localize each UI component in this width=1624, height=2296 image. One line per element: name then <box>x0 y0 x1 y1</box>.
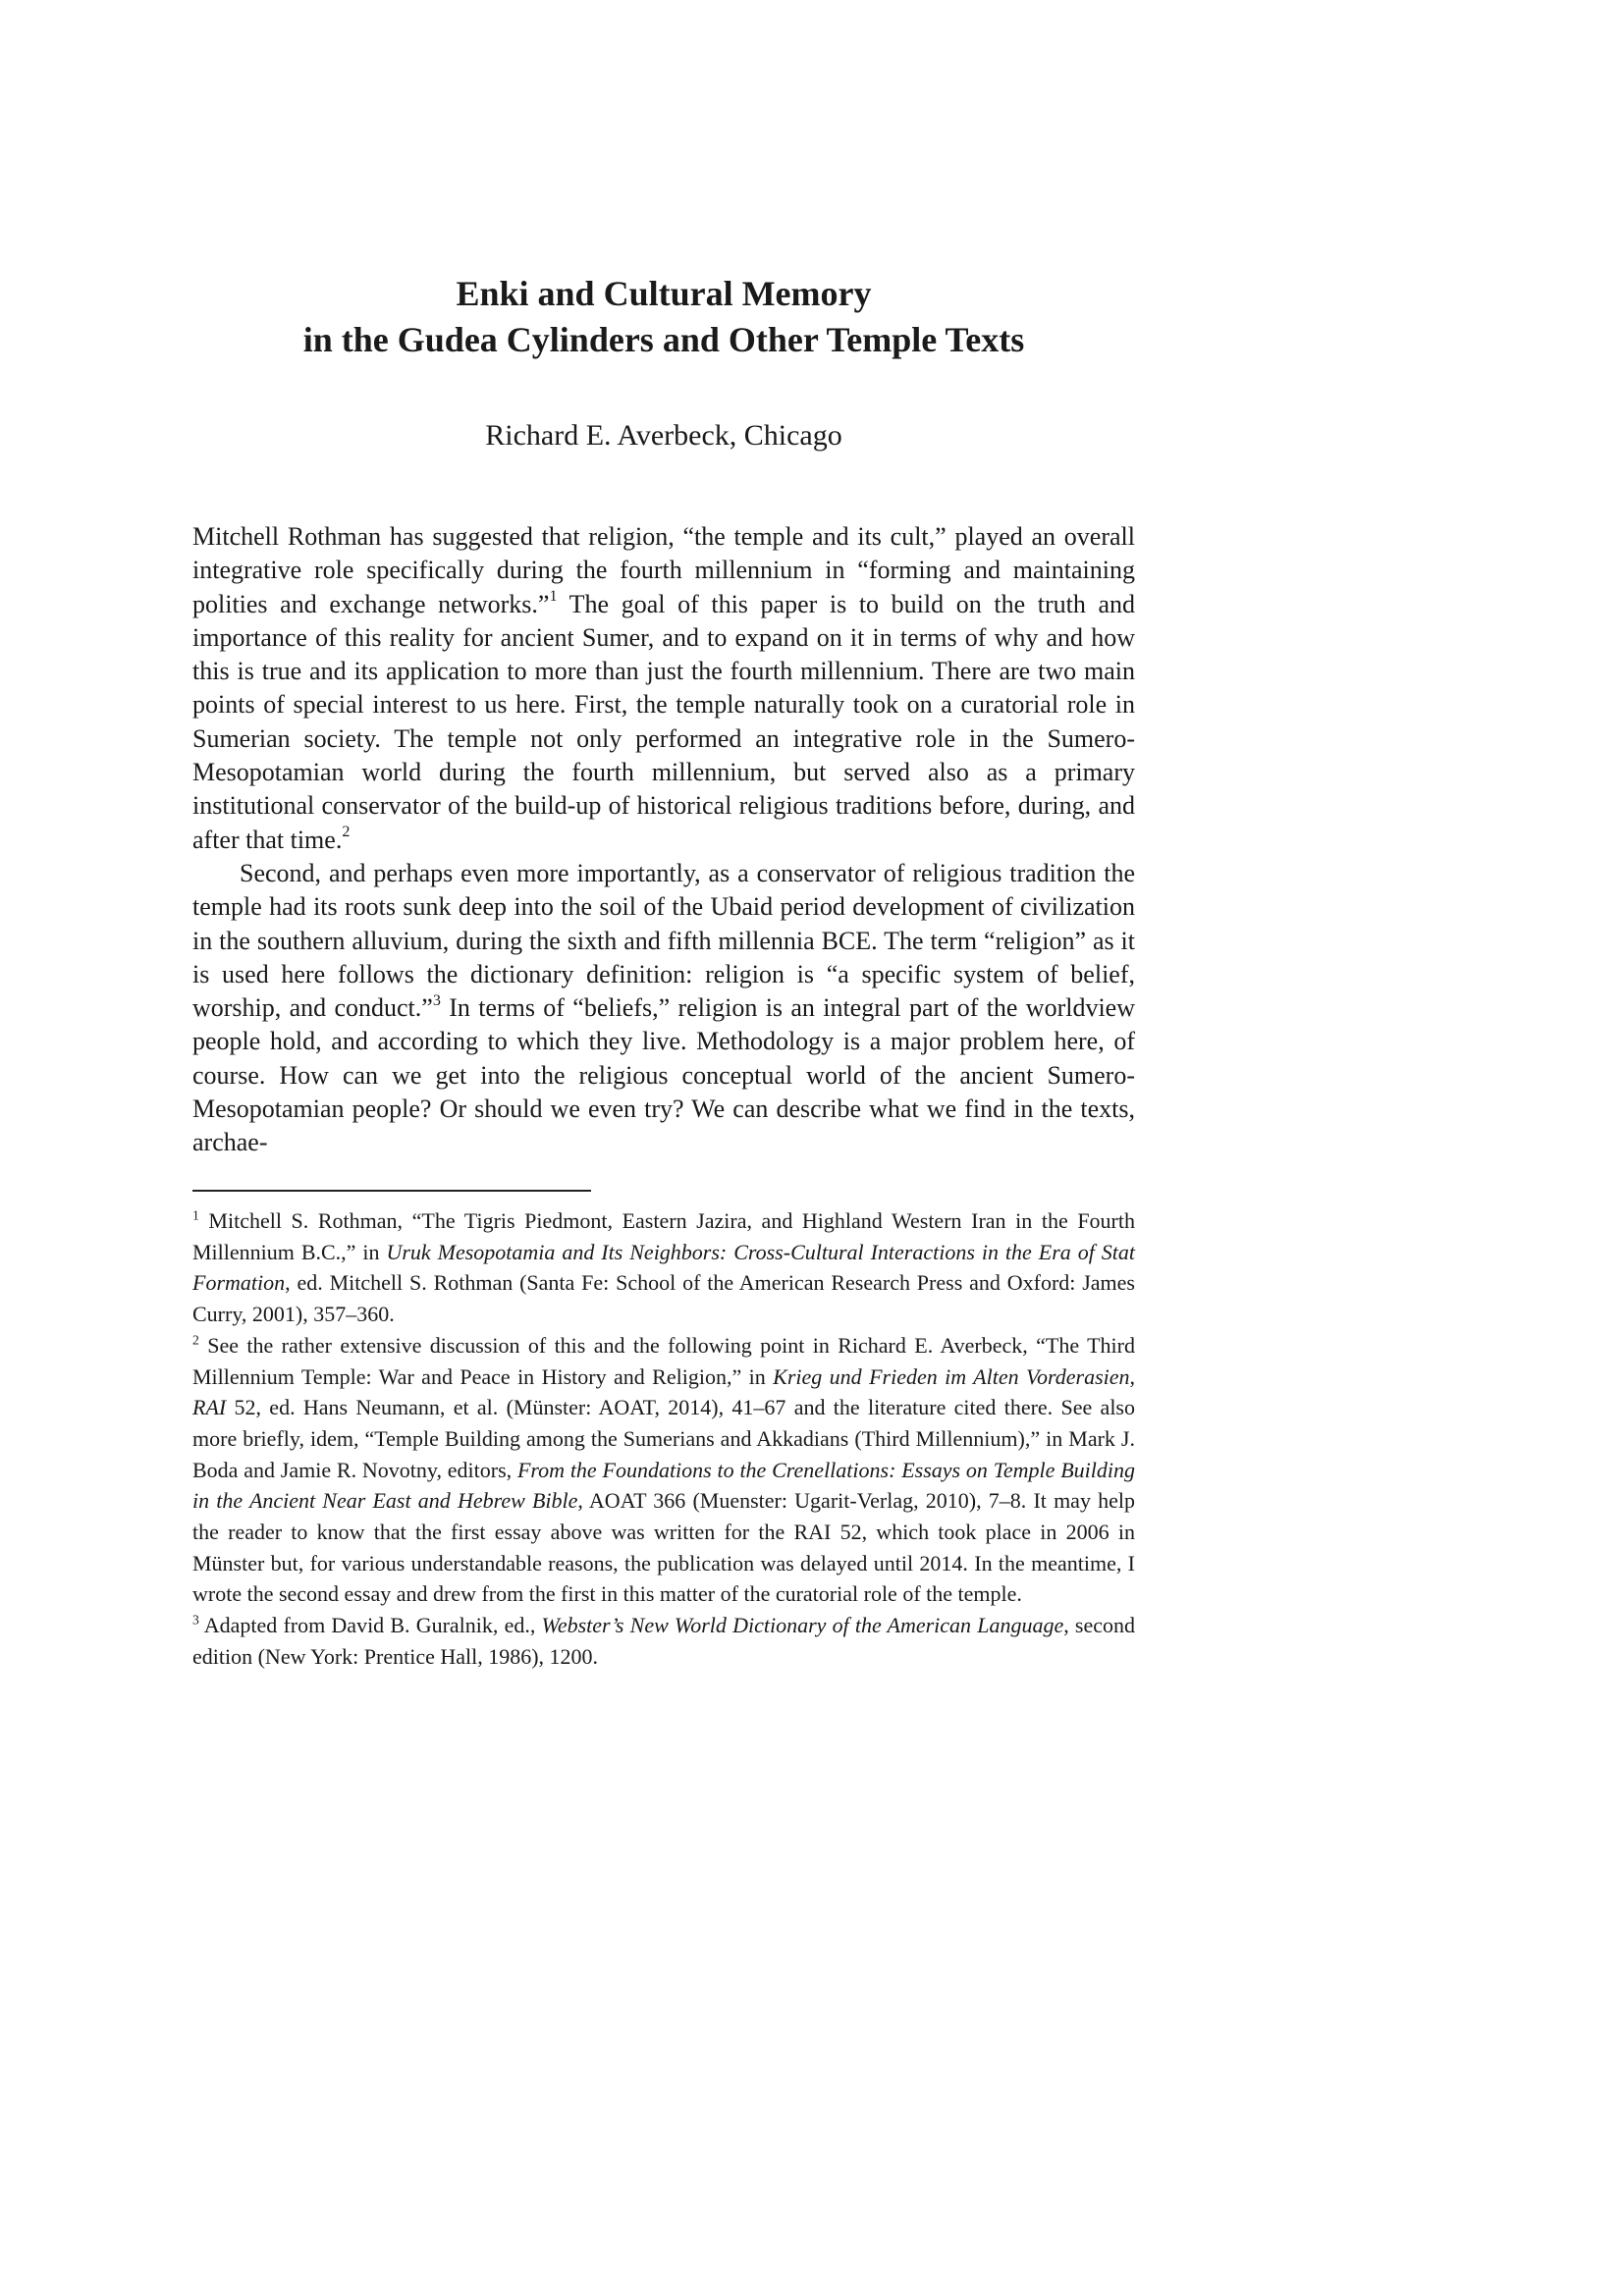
paragraph-2 <box>192 857 1135 1160</box>
footnotes <box>192 1205 1135 1673</box>
footnote-number: 2 <box>192 1332 199 1348</box>
footnote-italic: Webster’s New World Dictionary of the American Language <box>541 1613 1064 1638</box>
footnote-1 <box>192 1205 1135 1330</box>
footnote-ref-3[interactable]: 3 <box>432 991 441 1009</box>
footnote-ref-1[interactable]: 1 <box>549 588 558 606</box>
footnote-2 <box>192 1330 1135 1610</box>
footnote-text: Adapted from David B. Guralnik, ed., <box>198 1613 542 1638</box>
paragraph-text: In terms of “beliefs,” religion is an integral part of the worldview people hold, and according to which they live. Methodology is a major problem here, of course. How can we get into the religious conceptual world of the ancient Sumero-Mesopotamian people? Or should we even try? We can describe what we find in the texts, archae- <box>192 993 1135 1157</box>
body-text <box>192 520 1135 1160</box>
footnote-text: Mitchell S. Rothman, “The Tigris Piedmont, Eastern Jazira, and Highland Western Iran in the Fourth Millennium B.C.,” in <box>192 1208 1135 1264</box>
footnote-ref-2[interactable]: 2 <box>342 824 351 841</box>
paragraph-text: Mitchell Rothman has suggested that religion, “the temple and its cult,” played an overall integrative role specifically during the fourth millennium in “forming and maintaining polities and exchange networks.” <box>192 522 1135 618</box>
footnote-italic: Uruk Mesopotamia and Its Neighbors: Cross-Cultural Interactions in the Era of Stat Formation <box>192 1239 1135 1296</box>
footnote-number: 1 <box>192 1207 199 1223</box>
footnote-text: See the rather extensive discussion of this and the following point in Richard E. Averbeck, “The Third Millennium Temple: War and Peace in History and Religion,” in <box>192 1332 1135 1389</box>
author-byline: Richard E. Averbeck, Chicago <box>485 419 842 452</box>
title-line-1: Enki and Cultural Memory <box>456 274 872 313</box>
footnote-italic: Krieg und Frieden im Alten Vorderasien <box>773 1363 1130 1389</box>
footnote-text: , <box>1129 1363 1136 1389</box>
footnote-italic: RAI <box>192 1395 227 1420</box>
title-line-2: in the Gudea Cylinders and Other Temple Texts <box>302 320 1025 359</box>
footnote-3 <box>192 1610 1135 1672</box>
footnote-text: , AOAT 366 (Muenster: Ugarit-Verlag, 2010), 7–8. It may help the reader to know that the first essay above was written for the RAI 52, which took place in 2006 in Münster but, for various understandable reasons, the publication was delayed until 2014. In the meantime, I wrote the second essay and drew from the first in this matter of the curatorial role of the temple. <box>192 1488 1136 1607</box>
article-title <box>192 271 1135 363</box>
paragraph-text: Second, and perhaps even more importantly, as a conservator of religious tradition the temple had its roots sunk deep into the soil of the Ubaid period development of civilization in the southern alluvium, during the sixth and fifth millennia BCE. The term “religion” as it is used here follows the dictionary definition: religion is “a specific system of belief, worship, and conduct.” <box>192 858 1135 1023</box>
footnote-text: , second edition (New York: Prentice Hall, 1986), 1200. <box>192 1613 1136 1669</box>
footnote-separator <box>192 1190 591 1192</box>
footnote-number: 3 <box>192 1612 199 1628</box>
paragraph-text: The goal of this paper is to build on the truth and importance of this reality for ancient Sumer, and to expand on it in terms of why and how this is true and its application to more than just the fourth millennium. There are two main points of special interest to us here. First, the temple naturally took on a curatorial role in Sumerian society. The temple not only performed an integrative role in the Sumero-Mesopotamian world during the fourth millennium, but served also as a primary institutional conservator of the build-up of historical religious traditions before, during, and after that time. <box>192 589 1135 854</box>
paragraph-1 <box>192 520 1135 857</box>
footnote-text: , ed. Mitchell S. Rothman (Santa Fe: School of the American Research Press and Oxford: James Curry, 2001), 357–360. <box>192 1270 1135 1327</box>
footnote-italic: From the Foundations to the Crenellations: Essays on Temple Building in the Ancient Near East and Hebrew Bible <box>192 1457 1136 1514</box>
footnote-text: 52, ed. Hans Neumann, et al. (Münster: AOAT, 2014), 41–67 and the literature cited there. See also more briefly, idem, “Temple Building among the Sumerians and Akkadians (Third Millennium),” in Mark J. Boda and Jamie R. Novotny, editors, <box>192 1395 1135 1482</box>
